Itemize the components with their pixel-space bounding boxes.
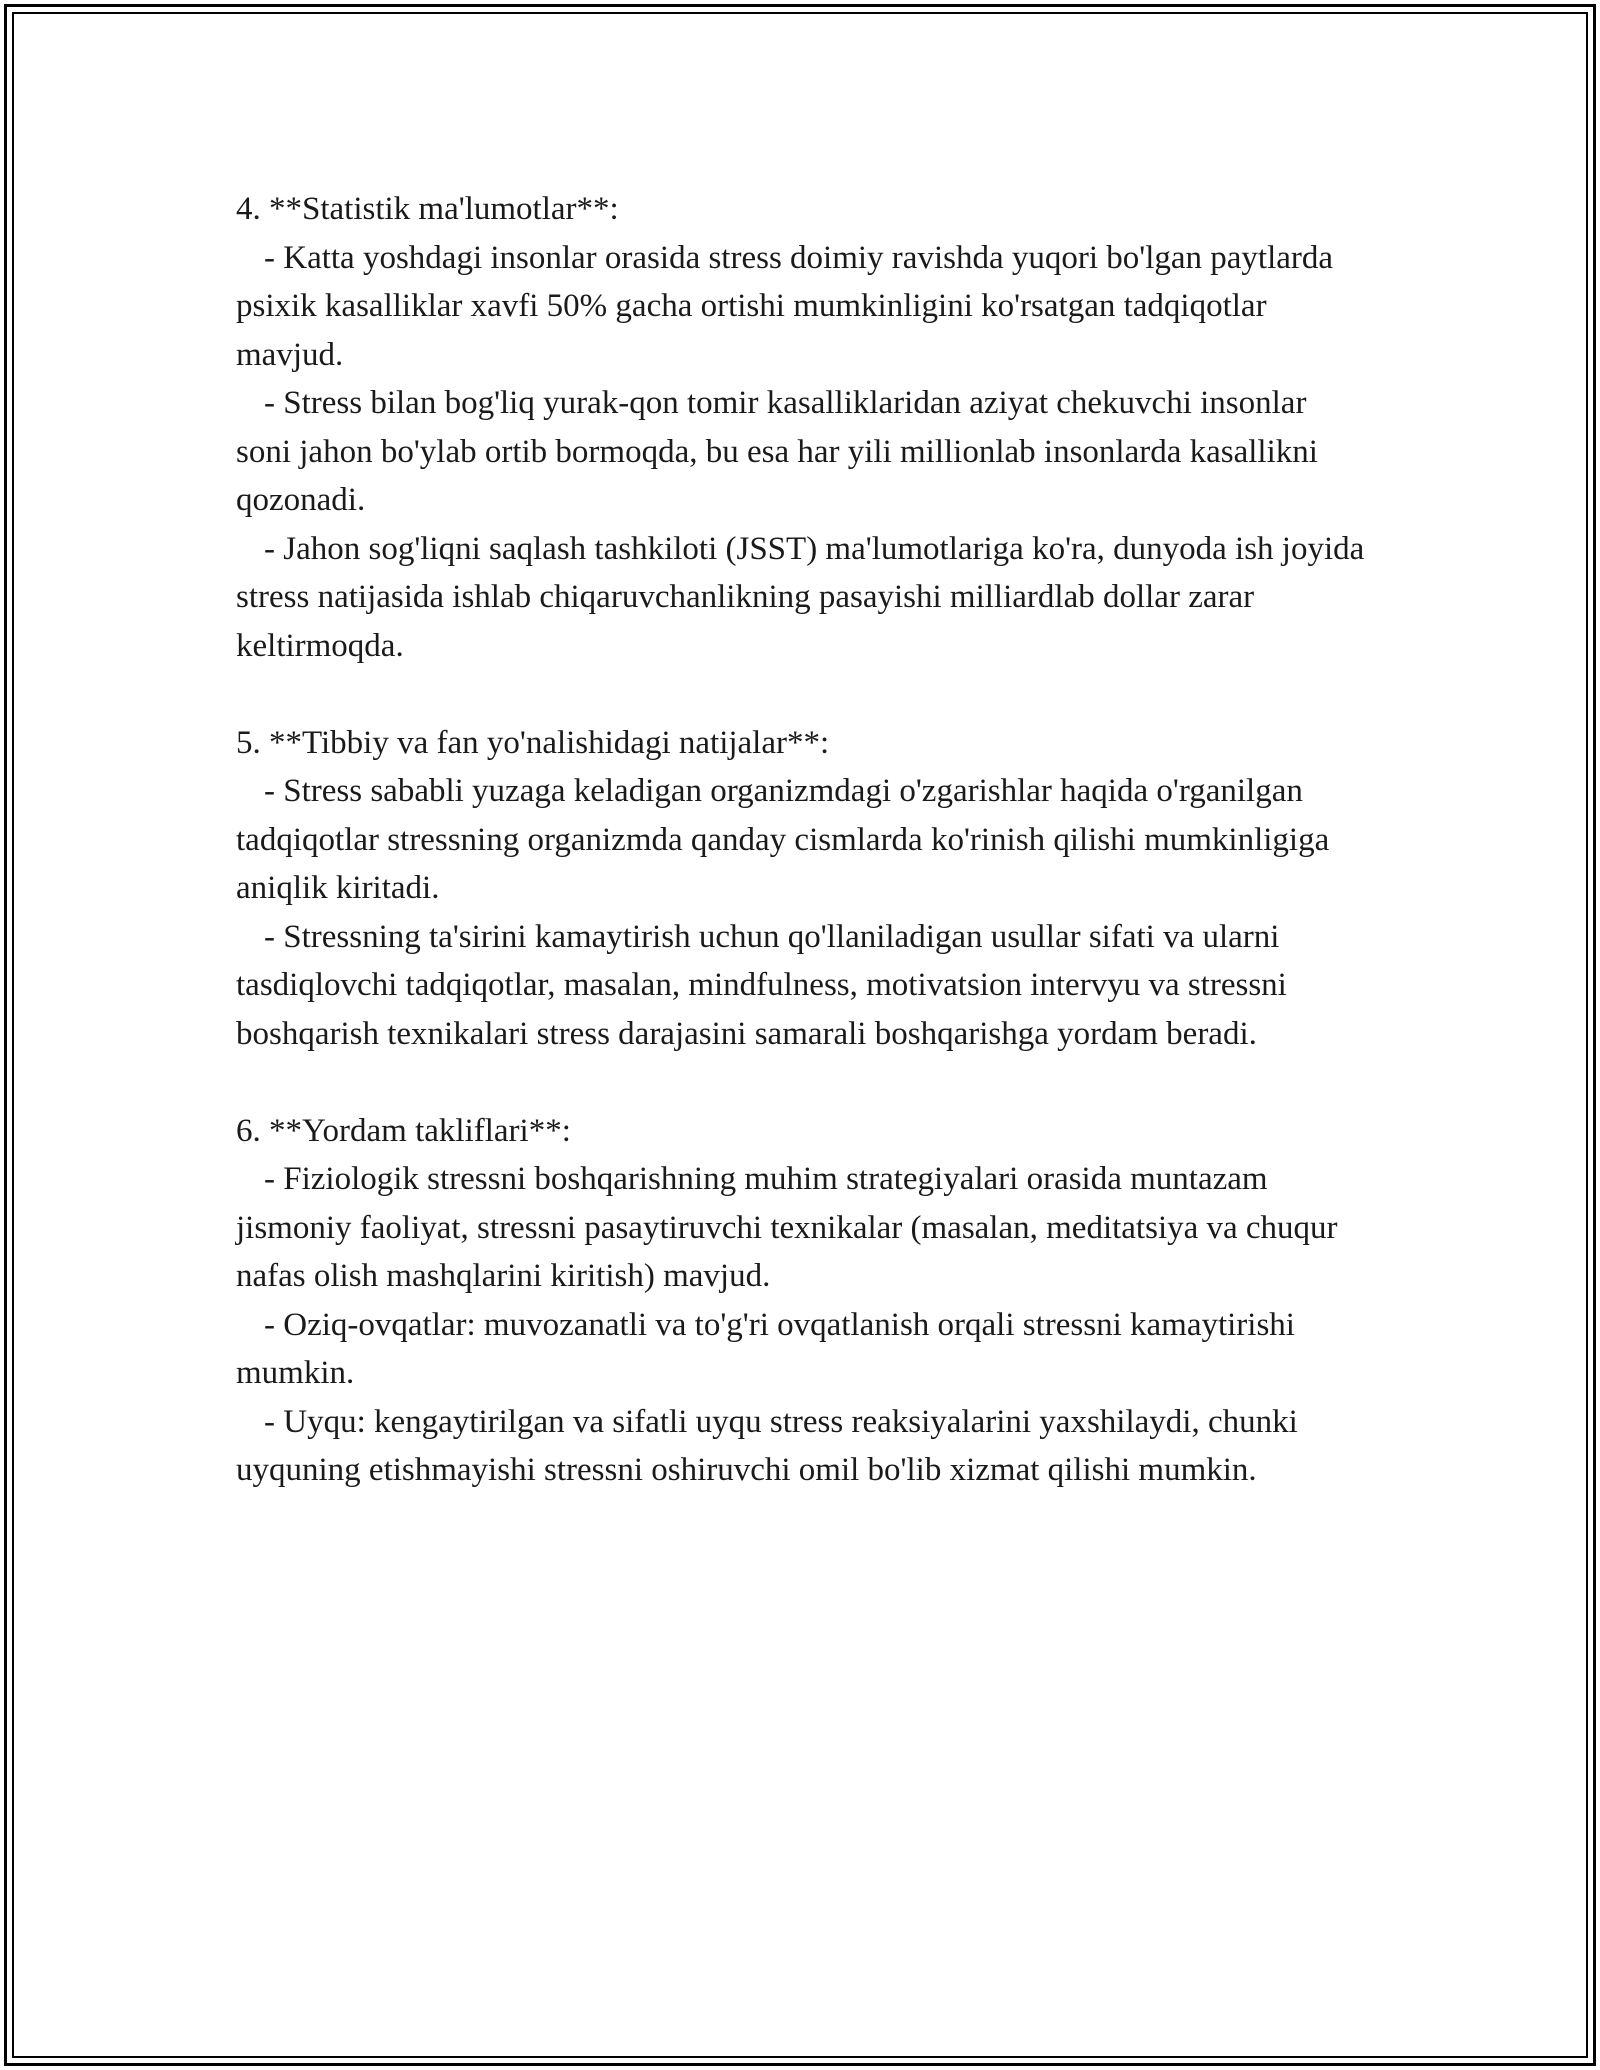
document-body — [236, 185, 1366, 1543]
section-help-suggestions — [236, 1107, 1366, 1495]
section-statistics — [236, 185, 1366, 670]
bullet-item: - Stressning ta'sirini kamaytirish uchun qo'llaniladigan usullar sifati va ularni tasdiqlovchi tadqiqotlar, masalan, mindfulness, motivatsion intervyu va stressni boshqarish texnikalari stress darajasini samarali boshqarishga yordam beradi. — [236, 918, 1287, 1052]
section-heading: 5. **Tibbiy va fan yo'nalishidagi natijalar**: — [236, 724, 830, 761]
section-heading: 4. **Statistik ma'lumotlar**: — [236, 191, 619, 227]
bullet-item: - Jahon sog'liqni saqlash tashkiloti (JSST) ma'lumotlariga ko'ra, dunyoda ish joyida stress natijasida ishlab chiqaruvchanlikning pasayishi milliardlab dollar zarar keltirmoqda. — [236, 530, 1365, 664]
section-medical-results — [236, 719, 1366, 1059]
bullet-item: - Uyqu: kengaytirilgan va sifatli uyqu stress reaksiyalarini yaxshilaydi, chunki uyquning etishmayishi stressni oshiruvchi omil bo'lib xizmat qilishi mumkin. — [236, 1403, 1298, 1488]
bullet-item: - Fiziologik stressni boshqarishning muhim strategiyalari orasida muntazam jismoniy faoliyat, stressni pasaytiruvchi texnikalar (masalan, meditatsiya va chuqur nafas olish mashqlarini kiritish) mavjud. — [236, 1161, 1338, 1294]
section-heading: 6. **Yordam takliflari**: — [236, 1112, 571, 1149]
bullet-item: - Stress sababli yuzaga keladigan organizmdagi o'zgarishlar haqida o'rganilgan tadqiqotlar stressning organizmda qanday cismlarda ko'rinish qilishi mumkinligiga aniqlik kiritadi. — [236, 773, 1330, 906]
bullet-item: - Katta yoshdagi insonlar orasida stress doimiy ravishda yuqori bo'lgan paytlarda psixik kasalliklar xavfi 50% gacha ortishi mumkinligini ko'rsatgan tadqiqotlar mavjud. — [236, 239, 1334, 373]
bullet-item: - Stress bilan bog'liq yurak-qon tomir kasalliklaridan aziyat chekuvchi insonlar soni jahon bo'ylab ortib bormoqda, bu esa har yili millionlab insonlarda kasallikni qozonadi. — [236, 385, 1318, 518]
bullet-item: - Oziq-ovqatlar: muvozanatli va to'g'ri ovqatlanish orqali stressni kamaytirishi mumkin. — [236, 1306, 1295, 1391]
